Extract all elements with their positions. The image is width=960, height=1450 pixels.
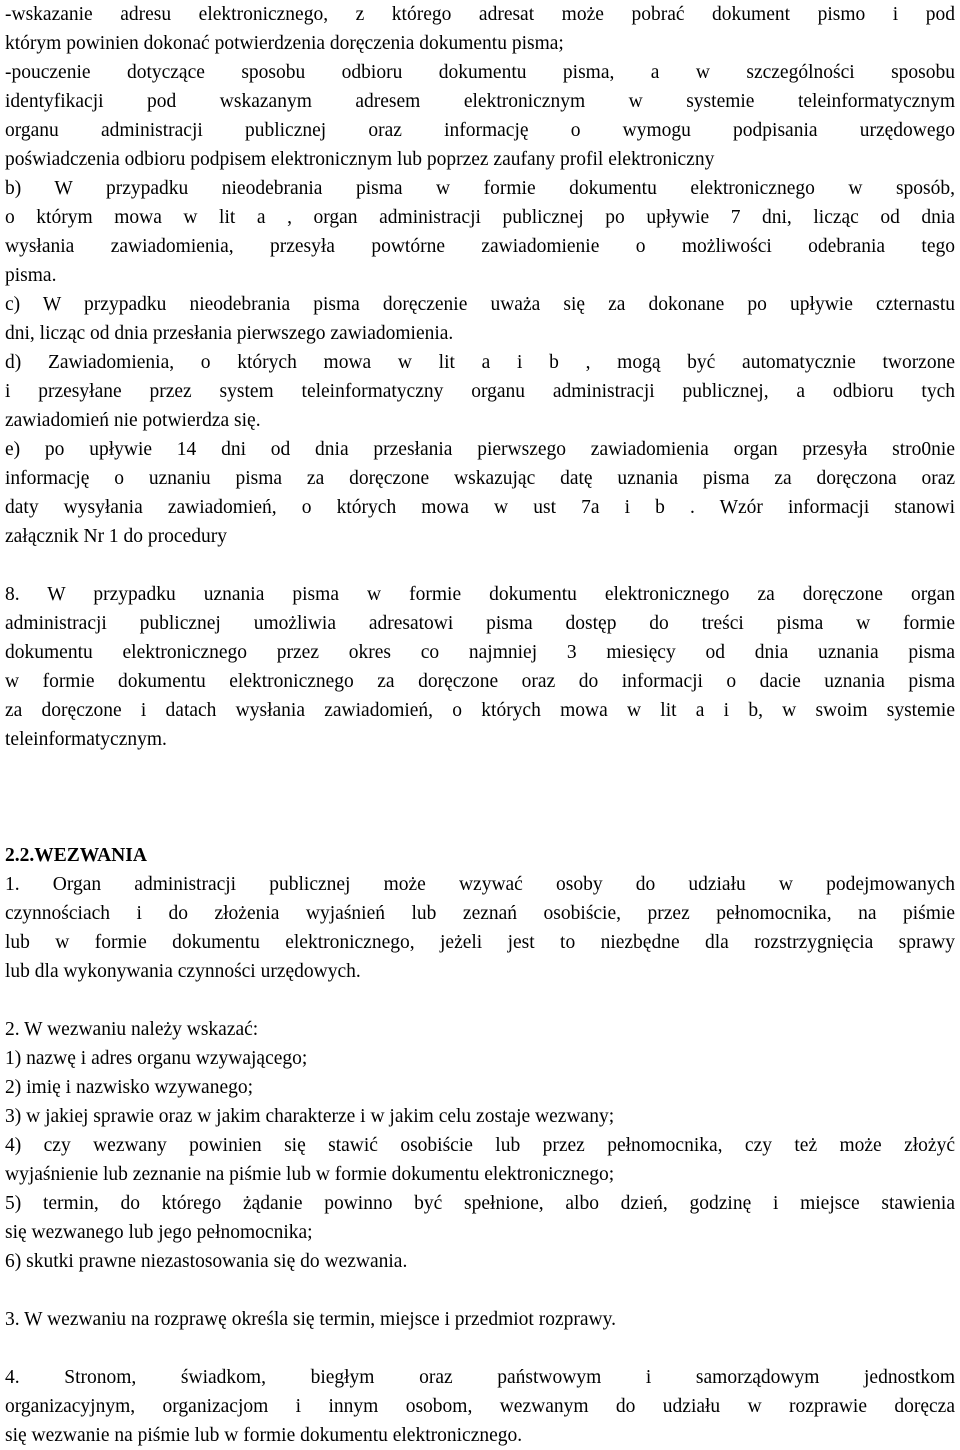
text-line: się wezwanego lub jego pełnomocnika; (5, 1222, 313, 1243)
blank-line (5, 1334, 955, 1363)
text-line: wyjaśnienie lub zeznanie na piśmie lub w formie dokumentu elektronicznego; (5, 1164, 615, 1185)
text-line: 6) skutki prawne niezastosowania się do wezwania. (5, 1251, 408, 1272)
text-line: administracji publicznej umożliwia adresatowi pisma dostęp do treści pisma w formie (5, 613, 955, 634)
text-line: c) W przypadku nieodebrania pisma doręczenie uważa się za dokonane po upływie czternastu (5, 294, 955, 315)
text-line: dni, licząc od dnia przesłania pierwszego zawiadomienia. (5, 323, 454, 344)
text-line: 5) termin, do którego żądanie powinno być spełnione, albo dzień, godzinę i miejsce stawienia (5, 1193, 955, 1214)
text-line: o którym mowa w lit a , organ administracji publicznej po upływie 7 dni, licząc od dnia (5, 207, 955, 228)
text-line: b) W przypadku nieodebrania pisma w formie dokumentu elektronicznego w sposób, (5, 178, 955, 199)
text-line: 2. W wezwaniu należy wskazać: (5, 1019, 259, 1040)
text-line: 8. W przypadku uznania pisma w formie dokumentu elektronicznego za doręczone organ (5, 584, 955, 605)
blank-line (5, 986, 955, 1015)
text-line: daty wysyłania zawiadomień, o których mowa w ust 7a i b . Wzór informacji stanowi (5, 497, 955, 518)
text-line: d) Zawiadomienia, o których mowa w lit a i b , mogą być automatycznie tworzone (5, 352, 955, 373)
text-line: 3) w jakiej sprawie oraz w jakim charakterze i w jakim celu zostaje wezwany; (5, 1106, 615, 1127)
text-line: -pouczenie dotyczące sposobu odbioru dokumentu pisma, a w szczególności sposobu (5, 62, 955, 83)
text-line: czynnościach i do złożenia wyjaśnień lub zeznań osobiście, przez pełnomocnika, na piśmie (5, 903, 955, 924)
text-line: wysłania zawiadomienia, przesyła powtórne zawiadomienie o możliwości odebrania tego (5, 236, 955, 257)
text-line: e) po upływie 14 dni od dnia przesłania pierwszego zawiadomienia organ przesyła stro0nie (5, 439, 955, 460)
text-line: 4. Stronom, świadkom, biegłym oraz państwowym i samorządowym jednostkom (5, 1367, 955, 1388)
text-line: 1. Organ administracji publicznej może wzywać osoby do udziału w podejmowanych (5, 874, 955, 895)
text-line: 2) imię i nazwisko wzywanego; (5, 1077, 254, 1098)
text-line: informację o uznaniu pisma za doręczone wskazując datę uznania pisma za doręczona oraz (5, 468, 955, 489)
text-line: poświadczenia odbioru podpisem elektronicznym lub poprzez zaufany profil elektroniczny (5, 149, 715, 170)
text-line: 3. W wezwaniu na rozprawę określa się termin, miejsce i przedmiot rozprawy. (5, 1309, 616, 1330)
text-line: organu administracji publicznej oraz informację o wymogu podpisania urzędowego (5, 120, 955, 141)
text-line: lub dla wykonywania czynności urzędowych. (5, 961, 361, 982)
section-heading: 2.2.WEZWANIA (5, 845, 147, 866)
blank-line (5, 754, 955, 783)
text-line: załącznik Nr 1 do procedury (5, 526, 227, 547)
text-line: -wskazanie adresu elektronicznego, z którego adresat może pobrać dokument pismo i pod (5, 4, 955, 25)
text-line: 1) nazwę i adres organu wzywającego; (5, 1048, 308, 1069)
text-line: za doręczone i datach wysłania zawiadomień, o których mowa w lit a i b, w swoim systemie (5, 700, 955, 721)
text-line: zawiadomień nie potwierdza się. (5, 410, 261, 431)
blank-line (5, 551, 955, 580)
text-line: w formie dokumentu elektronicznego za doręczone oraz do informacji o dacie uznania pisma (5, 671, 955, 692)
text-line: 4) czy wezwany powinien się stawić osobiście lub przez pełnomocnika, czy też może złożyć (5, 1135, 955, 1156)
text-line: lub w formie dokumentu elektronicznego, jeżeli jest to niezbędne dla rozstrzygnięcia sprawy (5, 932, 955, 953)
text-line: organizacyjnym, organizacjom i innym osobom, wezwanym do udziału w rozprawie doręcza (5, 1396, 955, 1417)
blank-line (5, 783, 955, 812)
text-line: identyfikacji pod wskazanym adresem elektronicznym w systemie teleinformatycznym (5, 91, 955, 112)
blank-line (5, 1276, 955, 1305)
blank-line (5, 812, 955, 841)
text-line: się wezwanie na piśmie lub w formie dokumentu elektronicznego. (5, 1425, 523, 1446)
text-line: pisma. (5, 265, 57, 286)
text-line: i przesyłane przez system teleinformatyczny organu administracji publicznej, a odbioru tych (5, 381, 955, 402)
text-line: teleinformatycznym. (5, 729, 167, 750)
text-line: którym powinien dokonać potwierdzenia doręczenia dokumentu pisma; (5, 33, 564, 54)
text-line: dokumentu elektronicznego przez okres co najmniej 3 miesięcy od dnia uznania pisma (5, 642, 955, 663)
